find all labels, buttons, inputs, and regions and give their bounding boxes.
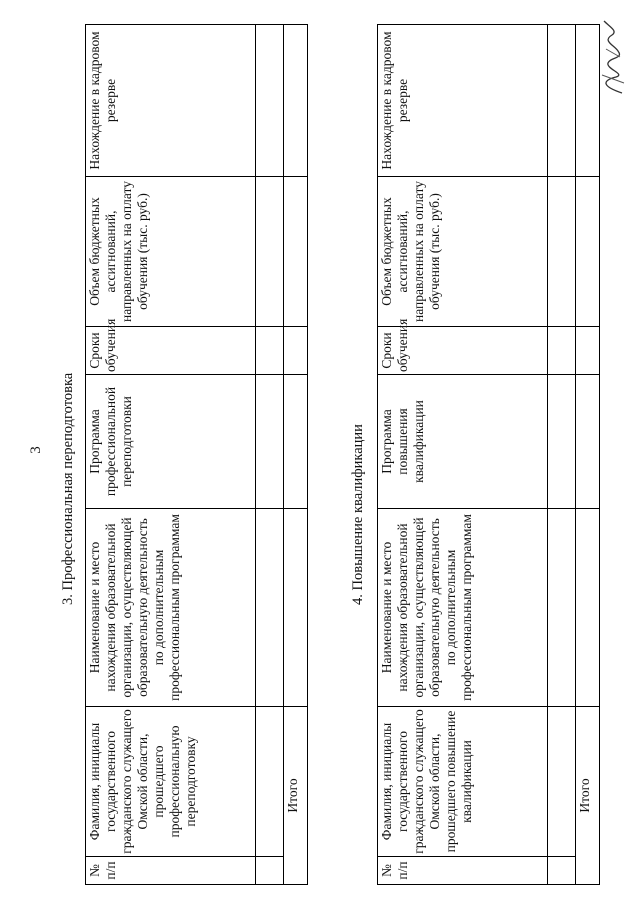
total-row (576, 25, 600, 885)
table-row (256, 25, 284, 885)
table-cell (256, 375, 284, 509)
total-label: Итого (576, 707, 600, 885)
section-3-title: 3. Профессиональная переподготовка (60, 372, 76, 605)
header-cell-budget: Объем бюджетных ассигнований, направленных на оплату обучения (тыс. руб.) (378, 177, 548, 327)
header-row (378, 25, 548, 885)
header-cell-terms: Сроки обучения (378, 327, 548, 375)
table-cell (576, 375, 600, 509)
table-cell (548, 707, 576, 857)
table-cell (576, 327, 600, 375)
table-row (548, 25, 576, 885)
table-cell (548, 177, 576, 327)
total-row (284, 25, 308, 885)
retraining-table (85, 24, 308, 885)
table-cell (548, 327, 576, 375)
table-cell (548, 509, 576, 707)
table-cell (256, 509, 284, 707)
header-cell-reserve: Нахождение в кадровом резерве (378, 25, 548, 177)
section-4-title: 4. Повышение квалификации (350, 424, 366, 605)
header-cell-terms: Сроки обучения (86, 327, 256, 375)
header-cell-program: Программа повышения квалификации (378, 375, 548, 509)
qualification-table (377, 24, 600, 885)
header-cell-budget: Объем бюджетных ассигнований, направленных на оплату обучения (тыс. руб.) (86, 177, 256, 327)
table-cell (284, 375, 308, 509)
table-cell (576, 177, 600, 327)
header-cell-fullname: Фамилия, инициалы государственного гражданского служащего Омской области, прошедшего повышение квалификации (378, 707, 548, 857)
handwritten-signature (594, 17, 630, 97)
header-cell-number: № п/п (86, 857, 256, 885)
header-cell-reserve: Нахождение в кадровом резерве (86, 25, 256, 177)
table-cell (284, 25, 308, 177)
table-cell (256, 327, 284, 375)
header-cell-organization: Наименование и место нахождения образовательной организации, осуществляющей образовательную деятельность по дополнительным профессиональным программам (378, 509, 548, 707)
header-cell-organization: Наименование и место нахождения образовательной организации, осуществляющей образовательную деятельность по дополнительным профессиональным программам (86, 509, 256, 707)
table-cell (284, 509, 308, 707)
table-cell (576, 509, 600, 707)
page-number: 3 (28, 446, 44, 454)
table-cell (256, 857, 284, 885)
table-cell (548, 375, 576, 509)
table-cell (284, 327, 308, 375)
table-cell (256, 25, 284, 177)
header-cell-fullname: Фамилия, инициалы государственного гражданского служащего Омской области, прошедшего профессиональную переподготовку (86, 707, 256, 857)
table-cell (256, 707, 284, 857)
table-cell (548, 25, 576, 177)
table-cell (284, 177, 308, 327)
table-cell (548, 857, 576, 885)
total-label: Итого (284, 707, 308, 885)
header-row (86, 25, 256, 885)
header-cell-number: № п/п (378, 857, 548, 885)
header-cell-program: Программа профессиональной переподготовки (86, 375, 256, 509)
table-cell (256, 177, 284, 327)
